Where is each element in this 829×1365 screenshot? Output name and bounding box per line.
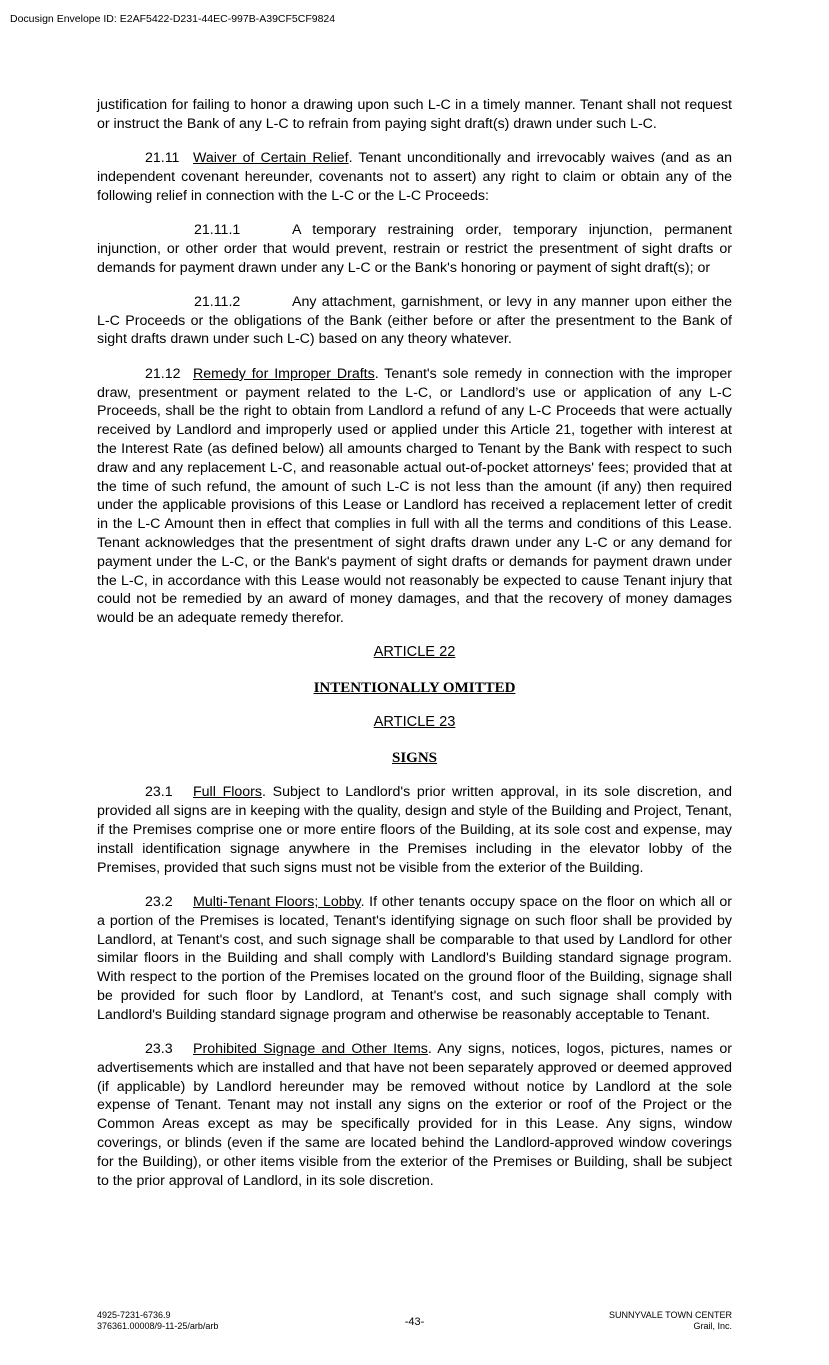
section-title: Multi-Tenant Floors; Lobby: [193, 893, 361, 910]
section-21-11-2: [97, 293, 732, 349]
document-body: [97, 96, 732, 1206]
section-number: 23.3: [145, 1040, 173, 1057]
section-text: A temporary restraining order, temporary injunction, permanent injunction, or other order that would prevent, restrain or restrict the presentment of sight drafts or demands for payment drawn under any L-C or the Bank's honoring or payment of sight draft(s); or: [97, 221, 732, 276]
page-number: -43-: [404, 1316, 425, 1328]
section-23-2: [97, 893, 732, 1025]
article-22-title: ARTICLE 22: [373, 644, 456, 661]
section-title: Waiver of Certain Relief: [193, 150, 349, 167]
section-21-11-1: [97, 221, 732, 277]
section-number: 21.11.1: [194, 221, 241, 238]
section-number: 21.11.2: [194, 293, 241, 310]
docusign-envelope-id: Docusign Envelope ID: E2AF5422-D231-44EC-997B-A39CF5CF9824: [10, 13, 336, 25]
section-number: 23.2: [145, 893, 173, 910]
footer-file-ref: 376361.00008/9-11-25/arb/arb: [97, 1321, 219, 1331]
section-text: . Tenant's sole remedy in connection with the improper draw, presentment or payment related to the L-C, or Landlord’s use or application of any L-C Proceeds, shall be the right to obtain from Landlord a refund of any L-C Proceeds that were actually received by Landlord and improperly used or applied under this Article 21, together with interest at the Interest Rate (as defined below) all amounts charged to Tenant by the Bank with respect to such draw and any replacement L-C, and reasonable actual out-of-pocket attorneys' fees; provided that at the time of such refund, the amount of such L-C is not less than the amount (if any) then required under the applicable provisions of this Lease or Landlord has received a replacement letter of credit in the L-C Amount then in effect that complies in full with all the terms and conditions of this Lease. Tenant acknowledges that the presentment of sight drafts drawn under any L-C or any demand for payment under the L-C, or the Bank's payment of sight drafts or demands for payment drawn under the L-C, in accordance with this Lease would not reasonably be expected to cause Tenant injury that could not be remedied by an award of money damages, and that the recovery of money damages would be an adequate remedy therefor.: [97, 365, 732, 627]
article-22-heading: INTENTIONALLY OMITTED: [313, 680, 516, 697]
paragraph-continuation: justification for failing to honor a drawing upon such L-C in a timely manner. Tenant shall not request or instruct the Bank of any L-C to refrain from paying sight draft(s) drawn under such L-C.: [97, 97, 732, 132]
section-title: Full Floors: [193, 784, 262, 801]
section-text: . If other tenants occupy space on the floor on which all or a portion of the Premises is located, Tenant's identifying signage on such floor shall be provided by Landlord, at Tenant's cost, and such signage shall be comparable to that used by Landlord for other similar floors in the Building and shall comply with Landlord's Building standard signage program. With respect to the portion of the Premises located on the ground floor of the Building, signage shall be provided for such floor by Landlord, at Tenant's cost, and such signage shall comply with Landlord's Building standard signage program and otherwise be reasonably acceptable to Tenant.: [97, 893, 732, 1023]
footer-project-info: [609, 1310, 732, 1332]
section-text: . Subject to Landlord's prior written approval, in its sole discretion, and provided all signs are in keeping with the quality, design and style of the Building and Project, Tenant, if the Premises comprise one or more entire floors of the Building, at its sole cost and expense, may install identification signage anywhere in the Premises including in the elevator lobby of the Premises, provided that such signs must not be visible from the exterior of the Building.: [97, 784, 732, 876]
section-title: Prohibited Signage and Other Items: [193, 1040, 428, 1057]
section-21-12: [97, 365, 732, 628]
section-23-3: [97, 1040, 732, 1190]
section-text: Any attachment, garnishment, or levy in any manner upon either the L-C Proceeds or the obligations of the Bank (either before or after the presentment to the Bank of sight drafts drawn under such L-C) based on any theory whatever.: [97, 293, 732, 348]
article-23-title: ARTICLE 23: [373, 714, 456, 731]
section-number: 21.12: [145, 365, 181, 382]
section-23-1: [97, 783, 732, 877]
footer-doc-number: 4925-7231-6736.9: [97, 1310, 171, 1320]
article-23-heading: SIGNS: [391, 750, 438, 767]
section-number: 23.1: [145, 784, 173, 801]
section-title: Remedy for Improper Drafts: [193, 365, 375, 382]
section-text: . Tenant unconditionally and irrevocably waives (and as an independent covenant hereunder, covenants not to assert) any right to claim or obtain any of the following relief in connection with the L-C or the L-C Proceeds:: [97, 150, 732, 204]
section-text: . Any signs, notices, logos, pictures, names or advertisements which are installed and that have not been separately approved or deemed approved (if applicable) by Landlord hereunder may be removed without notice by Landlord at the sole expense of Tenant. Tenant may not install any signs on the exterior or roof of the Project or the Common Areas except as may be specifically provided for in this Lease. Any signs, window coverings, or blinds (even if the same are located behind the Landlord-approved window coverings for the Building), or other items visible from the exterior of the Premises or Building, shall be subject to the prior approval of Landlord, in its sole discretion.: [97, 1040, 732, 1189]
footer-project: SUNNYVALE TOWN CENTER: [608, 1310, 732, 1320]
section-number: 21.11: [145, 150, 180, 167]
section-21-11: [97, 149, 732, 205]
footer-tenant: Grail, Inc.: [693, 1321, 732, 1331]
